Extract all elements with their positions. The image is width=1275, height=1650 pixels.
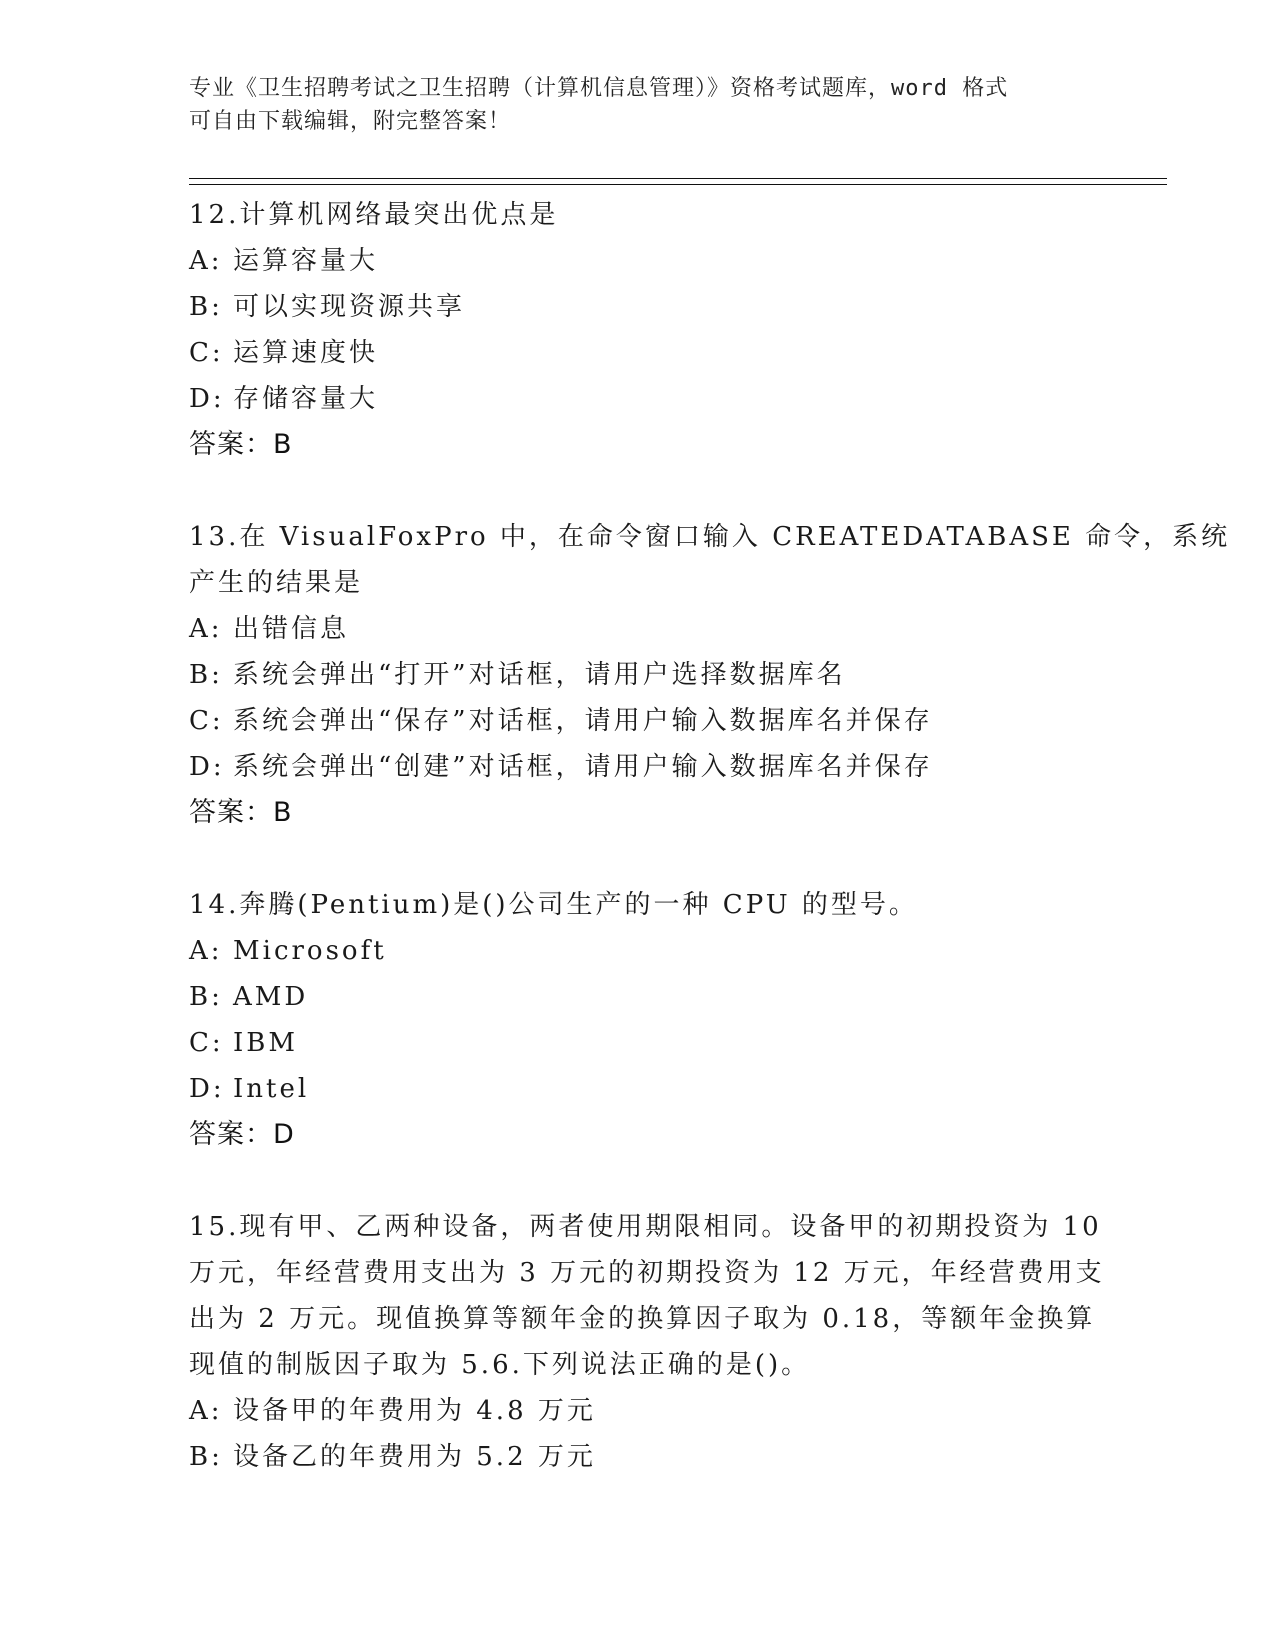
question-text: 14.奔腾(Pentium)是()公司生产的一种 CPU 的型号。 (189, 890, 918, 920)
option-a (189, 928, 1089, 974)
option-a (189, 606, 1089, 652)
document-header (189, 72, 1089, 138)
option-letter: D: (189, 384, 225, 414)
question-text: 15.现有甲、乙两种设备，两者使用期限相同。设备甲的初期投资为 10 (189, 1212, 1102, 1242)
option-a (189, 238, 1089, 284)
header-divider-bottom (189, 184, 1167, 185)
question-text: 13.在 VisualFoxPro 中，在命令窗口输入 CREATEDATABASE 命令，系统 (189, 522, 1231, 552)
option-c (189, 330, 1089, 376)
header-line-1: 专业《卫生招聘考试之卫生招聘（计算机信息管理）》资格考试题库，word 格式 (189, 76, 1009, 101)
option-text: 可以实现资源共享 (233, 292, 466, 322)
question-text: 出为 2 万元。现值换算等额年金的换算因子取为 0.18，等额年金换算 (189, 1304, 1096, 1334)
option-text: AMD (233, 982, 309, 1012)
option-text: 出错信息 (233, 614, 350, 644)
header-divider-top (189, 178, 1167, 179)
question-list (189, 192, 1231, 1526)
option-letter: C: (189, 338, 224, 368)
option-text: Intel (233, 1074, 310, 1104)
question-text: 现值的制版因子取为 5.6.下列说法正确的是()。 (189, 1350, 811, 1380)
option-d (189, 744, 1089, 790)
answer-label: 答案：B (189, 429, 293, 460)
header-line-2: 可自由下载编辑，附完整答案！ (189, 109, 512, 134)
option-letter: A: (189, 246, 223, 276)
option-text: 系统会弹出“保存”对话框，请用户输入数据库名并保存 (233, 706, 933, 736)
option-letter: B: (189, 292, 223, 322)
option-c (189, 1020, 1089, 1066)
option-text: IBM (233, 1028, 298, 1058)
option-text: 设备甲的年费用为 4.8 万元 (233, 1396, 596, 1426)
question-text: 产生的结果是 (189, 568, 364, 598)
option-text: Microsoft (233, 936, 387, 966)
option-letter: D: (189, 1074, 225, 1104)
option-letter: A: (189, 1396, 223, 1426)
option-text: 设备乙的年费用为 5.2 万元 (233, 1442, 596, 1472)
option-letter: B: (189, 1442, 223, 1472)
option-letter: B: (189, 660, 223, 690)
option-letter: C: (189, 706, 224, 736)
question-14 (189, 882, 1089, 1158)
option-text: 系统会弹出“打开”对话框，请用户选择数据库名 (233, 660, 846, 690)
answer-label: 答案：B (189, 797, 293, 828)
option-text: 运算容量大 (233, 246, 379, 276)
option-text: 运算速度快 (233, 338, 379, 368)
option-letter: C: (189, 1028, 224, 1058)
question-13 (189, 514, 1231, 836)
option-text: 存储容量大 (233, 384, 379, 414)
question-text: 万元，年经营费用支出为 3 万元的初期投资为 12 万元，年经营费用支 (189, 1258, 1105, 1288)
option-b (189, 1434, 1089, 1480)
option-d (189, 1066, 1089, 1112)
answer-label: 答案：D (189, 1119, 295, 1150)
option-letter: A: (189, 936, 223, 966)
option-b (189, 974, 1089, 1020)
question-12 (189, 192, 1089, 468)
option-d (189, 376, 1089, 422)
option-b (189, 284, 1089, 330)
option-text: 系统会弹出“创建”对话框，请用户输入数据库名并保存 (233, 752, 933, 782)
option-c (189, 698, 1089, 744)
option-letter: B: (189, 982, 223, 1012)
question-15 (189, 1204, 1105, 1480)
option-b (189, 652, 1089, 698)
question-text: 12.计算机网络最突出优点是 (189, 200, 559, 230)
option-letter: A: (189, 614, 223, 644)
option-letter: D: (189, 752, 225, 782)
option-a (189, 1388, 1089, 1434)
